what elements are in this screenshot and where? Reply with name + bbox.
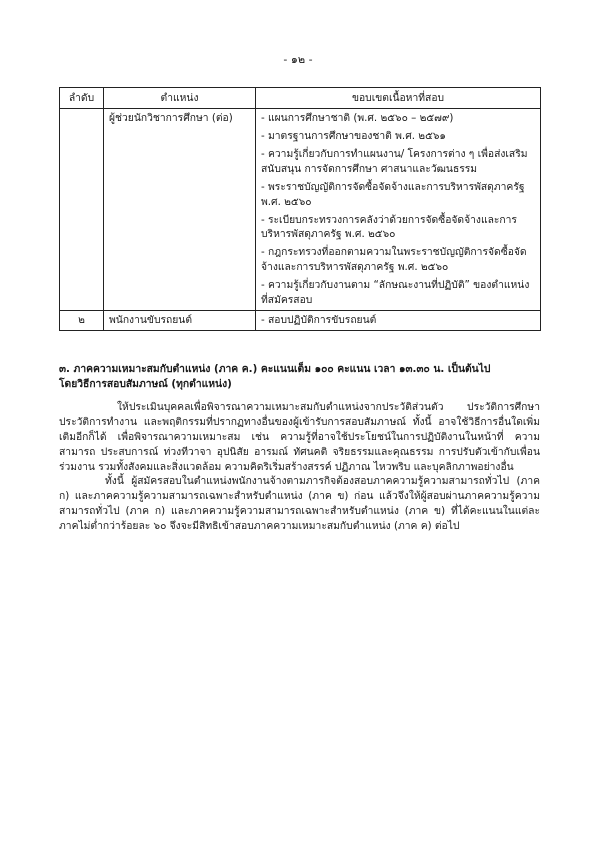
- row-position: ผู้ช่วยนักวิชาการศึกษา (ต่อ): [104, 109, 256, 311]
- page-number: - ๑๒ -: [283, 53, 313, 66]
- row-number: [60, 109, 104, 311]
- scope-item: - มาตรฐานการศึกษาของชาติ พ.ศ. ๒๕๖๑: [261, 129, 446, 142]
- paragraph: ให้ประเมินบุคคลเพื่อพิจารณาความเหมาะสมกับตำแหน่งจากประวัติส่วนตัว ประวัติการศึกษา ประวัติการทำงาน และพฤติกรรมที่ปรากฏทางอื่นของผู้เข้ารับการสอบสัมภาษณ์ ทั้งนี้ อาจใช้วิธีการอื่นใดเพิ่มเติมอีกก็ได้ เพื่อพิจารณาความเหมาะสม เช่น ความรู้ที่อาจใช้ประโยชน์ในการปฏิบัติงานในหน้าที่ ความสามารถ ประสบการณ์ ท่วงทีวาจา อุปนิสัย อารมณ์ ทัศนคติ จริยธรรมและคุณธรรม การปรับตัวเข้ากับเพื่อนร่วมงาน รวมทั้งสังคมและสิ่งแวดล้อม ความคิดริเริ่มสร้างสรรค์ ปฏิภาณ ไหวพริบ และบุคลิกภาพอย่างอื่น: [59, 400, 540, 473]
- scope-item: - พระราชบัญญัติการจัดซื้อจัดจ้างและการบริหารพัสดุภาครัฐ พ.ศ. ๒๕๖๐: [261, 180, 525, 208]
- scope-item: - ระเบียบกระทรวงการคลังว่าด้วยการจัดซื้อจัดจ้างและการบริหารพัสดุภาครัฐ พ.ศ. ๒๕๖๐: [261, 213, 517, 241]
- section-subheading: โดยวิธีการสอบสัมภาษณ์ (ทุกตำแหน่ง): [59, 377, 232, 390]
- row-scope: [256, 311, 541, 331]
- row-scope: [256, 109, 541, 311]
- section-suitability: [59, 362, 540, 534]
- scope-item: - ความรู้เกี่ยวกับการทำแผนงาน/ โครงการต่าง ๆ เพื่อส่งเสริมสนับสนุน การจัดการศึกษา ศาสนาและวัฒนธรรม: [261, 147, 528, 175]
- paragraph: ทั้งนี้ ผู้สมัครสอบในตำแหน่งพนักงานจ้างตามภารกิจต้องสอบภาคความรู้ความสามารถทั่วไป (ภาค ก) และภาคความรู้ความสามารถเฉพาะสำหรับตำแหน่ง (ภาค ข) ก่อน แล้วจึงให้ผู้สอบผ่านภาคความรู้ความสามารถทั่วไป (ภาค ก) และภาคความรู้ความสามารถเฉพาะสำหรับตำแหน่ง (ภาค ข) ที่ได้คะแนนในแต่ละภาคไม่ต่ำกว่าร้อยละ ๖๐ จึงจะมีสิทธิเข้าสอบภาคความเหมาะสมกับตำแหน่ง (ภาค ค) ต่อไป: [59, 475, 540, 533]
- scope-item: - แผนการศึกษาชาติ (พ.ศ. ๒๕๖๐ – ๒๕๗๙): [261, 112, 454, 124]
- section-heading: ๓. ภาคความเหมาะสมกับตำแหน่ง (ภาค ค.) คะแนนเต็ม ๑๐๐ คะแนน เวลา ๑๓.๓๐ น. เป็นต้นไป: [59, 363, 491, 375]
- scope-item: - สอบปฏิบัติการขับรถยนต์: [261, 314, 377, 327]
- table-header-row: [60, 88, 541, 109]
- header-scope: ขอบเขตเนื้อหาที่สอบ: [256, 88, 541, 109]
- header-position: ตำแหน่ง: [104, 88, 256, 109]
- table-row: [60, 109, 541, 311]
- scope-item: - ความรู้เกี่ยวกับงานตาม “ลักษณะงานที่ปฏิบัติ” ของตำแหน่งที่สมัครสอบ: [261, 279, 530, 307]
- row-number: ๒: [60, 311, 104, 331]
- table-row: [60, 311, 541, 331]
- row-position: พนักงานขับรถยนต์: [104, 311, 256, 331]
- scope-item: - กฎกระทรวงที่ออกตามความในพระราชบัญญัติการจัดซื้อจัดจ้างและการบริหารพัสดุภาครัฐ พ.ศ. ๒๕๖๐: [261, 246, 527, 274]
- header-no: ลำดับ: [60, 88, 104, 109]
- exam-scope-table: [59, 87, 541, 331]
